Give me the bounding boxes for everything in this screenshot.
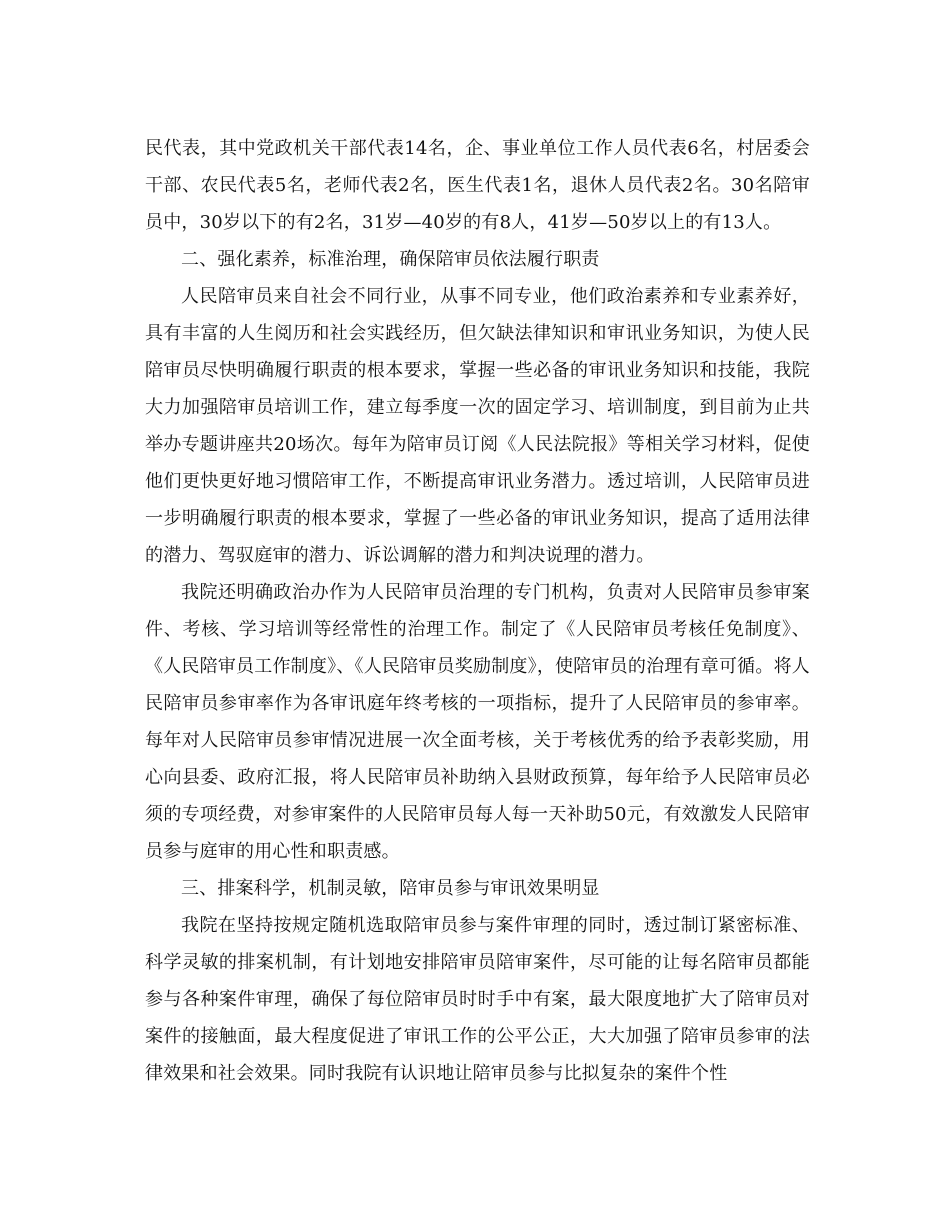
document-body <box>145 130 810 1092</box>
paragraph-1: 民代表，其中党政机关干部代表14名，企、事业单位工作人员代表6名，村居委会干部、农民代表5名，老师代表2名，医生代表1名，退休人员代表2名。30名陪审员中，30岁以下的有2名，31岁—40岁的有8人，41岁—50岁以上的有13人。 <box>145 138 810 233</box>
section-heading-2: 二、强化素养，标准治理，确保陪审员依法履行职责 <box>181 249 600 270</box>
paragraph-3: 人民陪审员来自社会不同行业，从事不同专业，他们政治素养和专业素养好，具有丰富的人生阅历和社会实践经历，但欠缺法律知识和审讯业务知识，为使人民陪审员尽快明确履行职责的根本要求，掌握一些必备的审讯业务知识和技能，我院大力加强陪审员培训工作，建立每季度一次的固定学习、培训制度，到目前为止共举办专题讲座共20场次。每年为陪审员订阅《人民法院报》等相关学习材料，促使他们更快更好地习惯陪审工作，不断提高审讯业务潜力。透过培训，人民陪审员进一步明确履行职责的根本要求，掌握了一些必备的审讯业务知识，提高了适用法律的潜力、驾驭庭审的潜力、诉讼调解的潜力和判决说理的潜力。 <box>145 286 810 566</box>
paragraph-6: 我院在坚持按规定随机选取陪审员参与案件审理的同时，透过制订紧密标准、科学灵敏的排案机制，有计划地安排陪审员陪审案件，尽可能的让每名陪审员都能参与各种案件审理，确保了每位陪审员时时手中有案，最大限度地扩大了陪审员对案件的接触面，最大程度促进了审讯工作的公平公正，大大加强了陪审员参审的法律效果和社会效果。同时我院有认识地让陪审员参与比拟复杂的案件个性 <box>145 915 810 1084</box>
section-heading-3: 三、排案科学，机制灵敏，陪审员参与审讯效果明显 <box>181 878 600 899</box>
paragraph-4: 我院还明确政治办作为人民陪审员治理的专门机构，负责对人民陪审员参审案件、考核、学习培训等经常性的治理工作。制定了《人民陪审员考核任免制度》、《人民陪审员工作制度》、《人民陪审员奖励制度》，使陪审员的治理有章可循。将人民陪审员参审率作为各审讯庭年终考核的一项指标，提升了人民陪审员的参审率。每年对人民陪审员参审情况进展一次全面考核，关于考核优秀的给予表彰奖励，用心向县委、政府汇报，将人民陪审员补助纳入县财政预算，每年给予人民陪审员必须的专项经费，对参审案件的人民陪审员每人每一天补助50元，有效激发人民陪审员参与庭审的用心性和职责感。 <box>145 582 810 862</box>
